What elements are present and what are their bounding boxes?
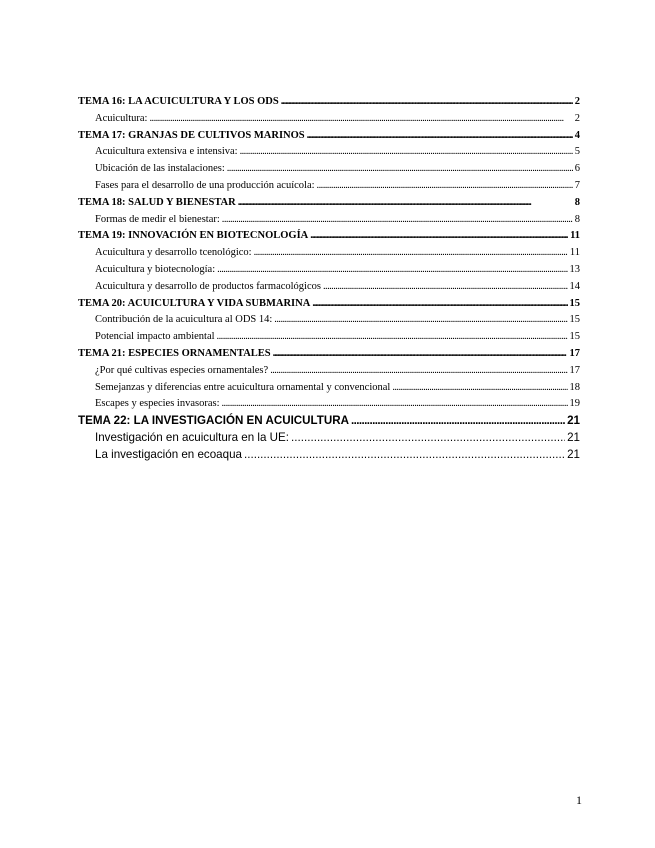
toc-subentry-fases[interactable] [78, 178, 580, 195]
toc-entry-title: Investigación en acuicultura en la UE: [95, 430, 289, 444]
toc-subentry-impacto-ambiental[interactable] [78, 329, 580, 346]
dot-leader [270, 363, 567, 380]
dot-leader [222, 212, 573, 229]
toc-entry-page: 21 [567, 430, 580, 444]
toc-entry-tema-19[interactable] [78, 228, 580, 245]
toc-subentry-farmacologicos[interactable] [78, 279, 580, 296]
toc-entry-page: 15 [569, 314, 580, 326]
toc-subentry-acuicultura[interactable] [78, 111, 580, 128]
toc-entry-title: Contribución de la acuicultura al ODS 14: [95, 314, 273, 326]
dot-leader [291, 430, 565, 447]
toc-subentry-biotecnologia[interactable] [78, 262, 580, 279]
toc-entry-title: Acuicultura y desarrollo de productos farmacológicos [95, 280, 321, 292]
dot-leader [307, 128, 573, 145]
toc-entry-title: TEMA 19: INNOVACIÓN EN BIOTECNOLOGÍA [78, 230, 309, 242]
toc-entry-title: Escapes y especies invasoras: [95, 398, 220, 410]
toc-entry-page: 13 [569, 263, 580, 275]
toc-entry-title: Formas de medir el bienestar: [95, 213, 220, 225]
toc-entry-tema-20[interactable] [78, 296, 580, 313]
dot-leader [240, 144, 573, 161]
toc-subentry-semejanzas[interactable] [78, 380, 580, 397]
dot-leader [323, 279, 568, 296]
dot-leader [351, 413, 565, 430]
toc-entry-title: TEMA 17: GRANJAS DE CULTIVOS MARINOS [78, 129, 305, 141]
toc-entry-title: La investigación en ecoaqua [95, 447, 242, 461]
dot-leader [312, 296, 567, 313]
toc-entry-page: 21 [567, 447, 580, 461]
dot-leader [217, 262, 567, 279]
toc-entry-page: 7 [574, 179, 580, 191]
toc-entry-page: 21 [567, 414, 580, 428]
dot-leader [254, 245, 568, 262]
toc-entry-title: TEMA 16: LA ACUICULTURA Y LOS ODS [78, 96, 279, 107]
toc-entry-page: 15 [569, 297, 580, 309]
dot-leader [273, 346, 568, 363]
toc-entry-title: TEMA 21: ESPECIES ORNAMENTALES [78, 347, 271, 359]
toc-entry-page: 5 [574, 146, 580, 158]
dot-leader [274, 312, 567, 329]
toc-entry-title: Ubicación de las instalaciones: [95, 163, 225, 175]
toc-entry-tema-21[interactable] [78, 346, 580, 363]
dot-leader [227, 161, 573, 178]
dot-leader [392, 380, 567, 397]
toc-entry-page: 18 [569, 381, 580, 393]
dot-leader [149, 111, 572, 128]
toc-entry-page: 8 [574, 196, 580, 208]
toc-subentry-extensiva-intensiva[interactable] [78, 144, 580, 161]
toc-entry-page: 17 [569, 364, 580, 376]
toc-entry-page: 19 [569, 398, 580, 410]
toc-entry-tema-16[interactable] [78, 94, 580, 111]
toc-subentry-por-que-cultivas[interactable] [78, 363, 580, 380]
toc-entry-page: 6 [574, 163, 580, 175]
toc-subentry-escapes[interactable] [78, 396, 580, 413]
toc-entry-title: Acuicultura extensiva e intensiva: [95, 146, 238, 158]
toc-entry-title: Acuicultura y biotecnología: [95, 263, 216, 275]
toc-entry-page: 17 [569, 347, 580, 359]
toc-entry-page: 15 [569, 331, 580, 343]
toc-subentry-bienestar[interactable] [78, 212, 580, 229]
toc-entry-title: Fases para el desarrollo de una producción acuícola: [95, 179, 315, 191]
toc-entry-title: Potencial impacto ambiental [95, 331, 215, 343]
dot-leader [222, 396, 568, 413]
dot-leader [238, 195, 573, 212]
toc-entry-page: 4 [574, 129, 580, 141]
toc-entry-page: 11 [570, 230, 580, 242]
toc-entry-page: 8 [574, 213, 580, 225]
page-number: 1 [576, 793, 582, 807]
toc-entry-tema-22[interactable] [78, 413, 580, 430]
toc-subentry-ecoaqua[interactable] [78, 447, 580, 464]
toc-entry-title: Acuicultura y desarrollo tcenológico: [95, 247, 252, 259]
toc-entry-title: Semejanzas y diferencias entre acuicultura ornamental y convencional [95, 381, 391, 393]
toc-subentry-investigacion-ue[interactable] [78, 430, 580, 447]
dot-leader [317, 178, 573, 195]
toc-entry-title: ¿Por qué cultivas especies ornamentales? [95, 364, 269, 376]
toc-subentry-desarrollo-tecnologico[interactable] [78, 245, 580, 262]
toc-subentry-ods-14[interactable] [78, 312, 580, 329]
toc-entry-page: 2 [574, 96, 580, 107]
dot-leader [310, 228, 568, 245]
toc-entry-title: TEMA 20: ACUICULTURA Y VIDA SUBMARINA [78, 297, 311, 309]
dot-leader [281, 94, 573, 111]
toc-entry-title: TEMA 18: SALUD Y BIENESTAR [78, 196, 236, 208]
dot-leader [217, 329, 568, 346]
table-of-contents [78, 94, 580, 464]
toc-entry-tema-18[interactable] [78, 195, 580, 212]
toc-entry-page: 2 [574, 112, 580, 124]
toc-entry-title: TEMA 22: LA INVESTIGACIÓN EN ACUICULTURA [78, 414, 349, 428]
toc-entry-page: 11 [569, 247, 580, 259]
toc-subentry-ubicacion[interactable] [78, 161, 580, 178]
toc-entry-page: 14 [569, 280, 580, 292]
toc-entry-title: Acuicultura: [95, 112, 148, 124]
dot-leader [244, 447, 565, 464]
toc-entry-tema-17[interactable] [78, 128, 580, 145]
